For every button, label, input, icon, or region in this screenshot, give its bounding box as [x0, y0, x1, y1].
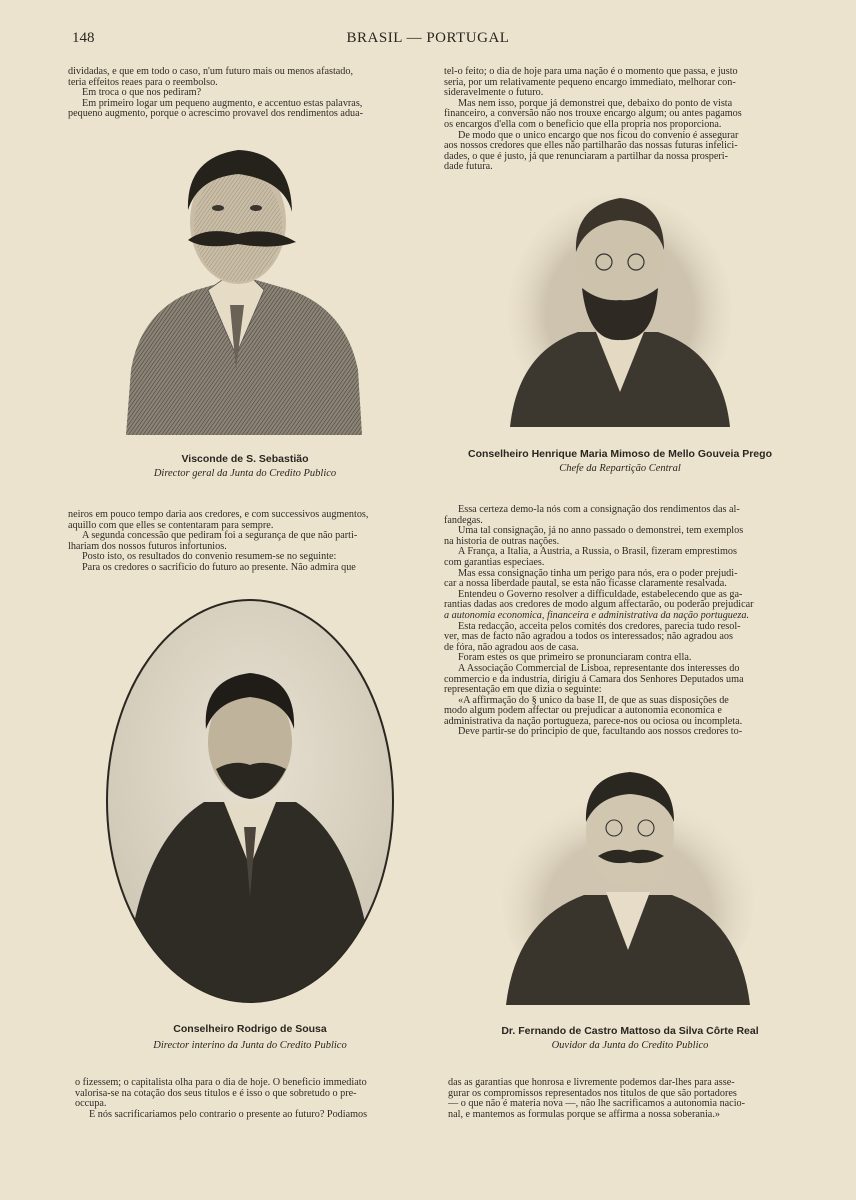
text-line: a autonomia economica, financeira e administrativa da nação portugueza.: [444, 609, 750, 621]
text-line: lhariam dos nossos futuros infortunios.: [68, 540, 227, 552]
bottom-left-text: [75, 1078, 429, 1120]
text-line: de fóra, não agradou aos de casa.: [444, 641, 579, 653]
text-line: Posto isto, os resultados do convenio resumem-se no seguinte:: [82, 551, 337, 563]
portrait-4-role: Ouvidor da Junta do Credito Publico: [551, 1040, 709, 1051]
text-line: E nós sacrificariamos pelo contrario o presente ao futuro? Podiamos: [89, 1108, 368, 1120]
text-line: com garantias especiaes.: [444, 556, 545, 568]
text-line: seria, por um relativamente pequeno encargo immediato, melhorar con-: [444, 76, 736, 88]
text-line: valorisa-se na cotação dos seus titulos e é isso o que sobretudo o pre-: [75, 1087, 357, 1099]
text-line: na historia de outras nações.: [444, 535, 560, 547]
portrait-prego-image: [508, 192, 732, 427]
portrait-1-name: Visconde de S. Sebastião: [181, 453, 309, 465]
portrait-sousa-image: [104, 597, 396, 1005]
text-line: Uma tal consignação, já no anno passado o demonstrei, tem exemplos: [458, 525, 744, 537]
text-line: ver, mas de facto não agradou a todos os interessados; não agradou aos: [444, 631, 733, 643]
text-line: rantias dadas aos credores de modo algum affectarão, ou poderão prejudicar: [444, 599, 754, 611]
text-line: Mas essa consignação tinha um perigo para nós, era o poder prejudi-: [458, 567, 738, 579]
portrait-2-name: Conselheiro Henrique Maria Mimoso de Mello Gouveia Prego: [468, 448, 772, 460]
top-right-text: [444, 67, 798, 173]
text-line: representação em que dizia o seguinte:: [444, 684, 602, 696]
text-line: das as garantias que honrosa e livremente podemos dar-lhes para asse-: [448, 1077, 735, 1088]
text-line: os encargos d'ella com o beneficio que ella propria nos proporciona.: [444, 118, 722, 130]
text-line: «A affirmação do § unico da base II, de que as suas disposições de: [458, 694, 729, 706]
running-title: BRASIL — PORTUGAL: [346, 30, 510, 46]
text-line: occupa.: [75, 1098, 107, 1110]
text-line: commercio e da industria, dirigiu á Camara dos Senhores Deputados uma: [444, 673, 744, 685]
text-line: administrativa da nação portugueza, parece-nos ou ociosa ou incompleta.: [444, 715, 743, 727]
text-line: tel-o feito; o dia de hoje para uma nação é o momento que passa, e justo: [444, 66, 738, 77]
text-line: aquillo com que elles se contentaram para sempre.: [68, 519, 274, 531]
bottom-right-text: [448, 1078, 804, 1120]
text-line: Em primeiro logar um pequeno augmento, e accentuo estas palavras,: [82, 97, 363, 109]
text-line: Entendeu o Governo resolver a difficuldade, estabelecendo que as ga-: [458, 588, 743, 600]
text-line: De modo que o unico encargo que nos ficou do convenio é assegurar: [458, 129, 739, 141]
text-line: dade futura.: [444, 161, 493, 173]
text-line: car a nossa liberdade pautal, se esta não ficasse claramente resalvada.: [444, 578, 727, 590]
top-left-text: [68, 67, 422, 120]
text-line: A Associação Commercial de Lisboa, representante dos interesses do: [458, 662, 740, 674]
text-line: Para os credores o sacrificio do futuro ao presente. Não admira que: [82, 561, 356, 573]
text-line: gurar os compromissos representados nos titulos de que são portadores: [448, 1087, 737, 1099]
text-line: sideravelmente o futuro.: [444, 87, 544, 99]
text-line: nal, e mantemos as formulas porque se affirma a nossa soberania.»: [448, 1108, 720, 1120]
portrait-visconde-image: [126, 140, 362, 435]
text-line: A França, a Italia, a Austria, a Russia, o Brasil, fizeram emprestimos: [458, 546, 737, 558]
portrait-3-name: Conselheiro Rodrigo de Sousa: [173, 1023, 327, 1035]
portrait-1-role: Director geral da Junta do Credito Publico: [153, 468, 337, 479]
middle-left-text: [68, 510, 422, 574]
text-line: financeiro, a conversão não nos trouxe encargo algum; ou antes pagamos: [444, 108, 742, 120]
portrait-2-role: Chefe da Repartição Central: [559, 463, 681, 474]
middle-right-text: [444, 505, 798, 738]
page-number: 148: [72, 30, 95, 46]
portrait-3-role: Director interino da Junta do Credito Publico: [153, 1040, 347, 1051]
text-line: Foram estes os que primeiro se pronunciaram contra ella.: [458, 652, 692, 664]
text-line: aos nossos credores que elles não partilharão das nossas futuras infelici-: [444, 140, 738, 152]
text-line: dividadas, e que em todo o caso, n'um futuro mais ou menos afastado,: [68, 66, 354, 77]
text-line: fandegas.: [444, 514, 483, 526]
text-line: Essa certeza demo-la nós com a consignação dos rendimentos das al-: [458, 504, 740, 515]
text-line: A segunda concessão que pediram foi a segurança de que não parti-: [82, 530, 358, 542]
text-line: — o que não é materia nova —, não lhe sacrificamos a autonomia nacio-: [448, 1098, 746, 1110]
text-line: Deve partir-se do principio de que, facultando aos nossos credores to-: [458, 726, 743, 738]
text-line: teria effeitos reaes para o reembolso.: [68, 76, 218, 88]
text-line: modo algum podem affectar ou prejudicar a autonomia economica e: [444, 705, 722, 717]
text-line: o fizessem; o capitalista olha para o dia de hoje. O beneficio immediato: [75, 1077, 367, 1088]
portrait-corte-real-image: [502, 770, 754, 1005]
text-line: Em troca o que nos pediram?: [82, 87, 202, 99]
text-line: neiros em pouco tempo daria aos credores, e com successivos augmentos,: [68, 509, 369, 520]
portrait-4-name: Dr. Fernando de Castro Mattoso da Silva Côrte Real: [501, 1025, 759, 1037]
text-line: Esta redacção, acceita pelos comités dos credores, parecia tudo resol-: [458, 620, 741, 632]
text-line: dades, o que é justo, já que renunciaram a partilhar da nossa prosperi-: [444, 150, 729, 162]
text-line: Mas nem isso, porque já demonstrei que, debaixo do ponto de vista: [458, 97, 733, 109]
text-line: pequeno augmento, porque o acrescimo provavel dos rendimentos adua-: [68, 108, 364, 120]
